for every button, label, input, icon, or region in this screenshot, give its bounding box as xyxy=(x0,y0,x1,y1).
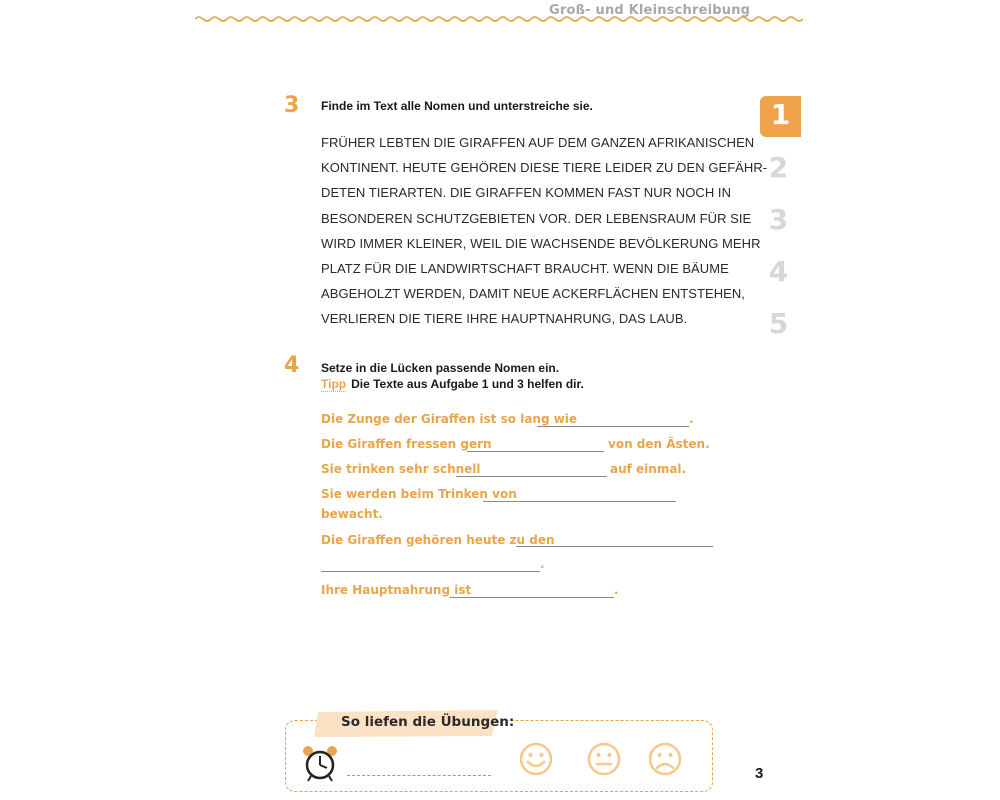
chapter-3[interactable]: 3 xyxy=(768,203,789,236)
wavy-divider xyxy=(195,12,803,26)
sad-face-icon[interactable] xyxy=(647,741,683,777)
sentence-5-text: Die Giraffen gehören heute zu den xyxy=(321,533,555,547)
alarm-clock-icon xyxy=(300,743,340,783)
sentence-1-text: Die Zunge der Giraffen ist so lang wie xyxy=(321,412,578,426)
blank-4[interactable] xyxy=(483,501,676,502)
progress-label: So liefen die Übungen: xyxy=(341,714,515,730)
blank-1[interactable] xyxy=(537,426,689,427)
text-line[interactable]: PLATZ FÜR DIE LANDWIRTSCHAFT BRAUCHT. WENN DIE BÄUME xyxy=(321,260,729,276)
happy-face-icon[interactable] xyxy=(518,741,554,777)
text-line[interactable]: ABGEHOLZT WERDEN, DAMIT NEUE ACKERFLÄCHEN ENTSTEHEN, xyxy=(321,286,745,302)
time-entry-line[interactable] xyxy=(347,775,491,776)
blank-2[interactable] xyxy=(467,451,604,452)
text-line[interactable]: KONTINENT. HEUTE GEHÖREN DIESE TIERE LEIDER ZU DEN GEFÄHR- xyxy=(321,160,768,176)
page-number: 3 xyxy=(755,765,764,782)
blank-3[interactable] xyxy=(456,476,607,477)
sentence-3-end: auf einmal. xyxy=(610,462,687,476)
sentence-2-end: von den Ästen. xyxy=(608,437,710,451)
text-line[interactable]: VERLIEREN DIE TIERE IHRE HAUPTNAHRUNG, DAS LAUB. xyxy=(321,311,688,327)
tip xyxy=(321,377,584,391)
chapter-2[interactable]: 2 xyxy=(768,151,789,184)
tip-label: Tipp xyxy=(321,377,347,391)
sentence-2-text: Die Giraffen fressen gern xyxy=(321,437,492,451)
section-title: Groß- und Kleinschreibung xyxy=(549,3,751,18)
neutral-face-icon[interactable] xyxy=(586,741,622,777)
chapter-4[interactable]: 4 xyxy=(768,255,789,288)
task-4-number: 4 xyxy=(284,353,300,378)
text-line[interactable]: DETEN TIERARTEN. DIE GIRAFFEN KOMMEN FAST NUR NOCH IN xyxy=(321,185,732,201)
blank-6[interactable] xyxy=(450,597,614,598)
text-line[interactable]: WIRD IMMER KLEINER, WEIL DIE WACHSENDE BEVÖLKERUNG MEHR xyxy=(321,235,761,251)
tip-text: Die Texte aus Aufgabe 1 und 3 helfen dir. xyxy=(351,377,584,391)
sentence-6-period: . xyxy=(614,583,619,597)
task-3-instruction: Finde im Text alle Nomen und unterstreiche sie. xyxy=(321,99,593,113)
sentence-1-period: . xyxy=(689,412,694,426)
text-line[interactable]: FRÜHER LEBTEN DIE GIRAFFEN AUF DEM GANZEN AFRIKANISCHEN xyxy=(321,135,755,150)
task-4-instruction: Setze in die Lücken passende Nomen ein. xyxy=(321,361,560,375)
sentence-4-text: Sie werden beim Trinken von xyxy=(321,487,517,501)
sentence-6-text: Ihre Hauptnahrung ist xyxy=(321,583,472,597)
chapter-5[interactable]: 5 xyxy=(768,307,789,340)
sentence-5-period: . xyxy=(540,557,545,571)
task-3-number: 3 xyxy=(284,93,300,118)
sentence-4-end: bewacht. xyxy=(321,507,383,521)
text-line[interactable]: BESONDEREN SCHUTZGEBIETEN VOR. DER LEBENSRAUM FÜR SIE xyxy=(321,210,752,226)
sentence-3-text: Sie trinken sehr schnell xyxy=(321,462,481,476)
chapter-1[interactable]: 1 xyxy=(770,98,791,131)
giraffe-text xyxy=(321,130,768,332)
blank-5b[interactable] xyxy=(321,571,540,572)
blank-5a[interactable] xyxy=(516,546,713,547)
